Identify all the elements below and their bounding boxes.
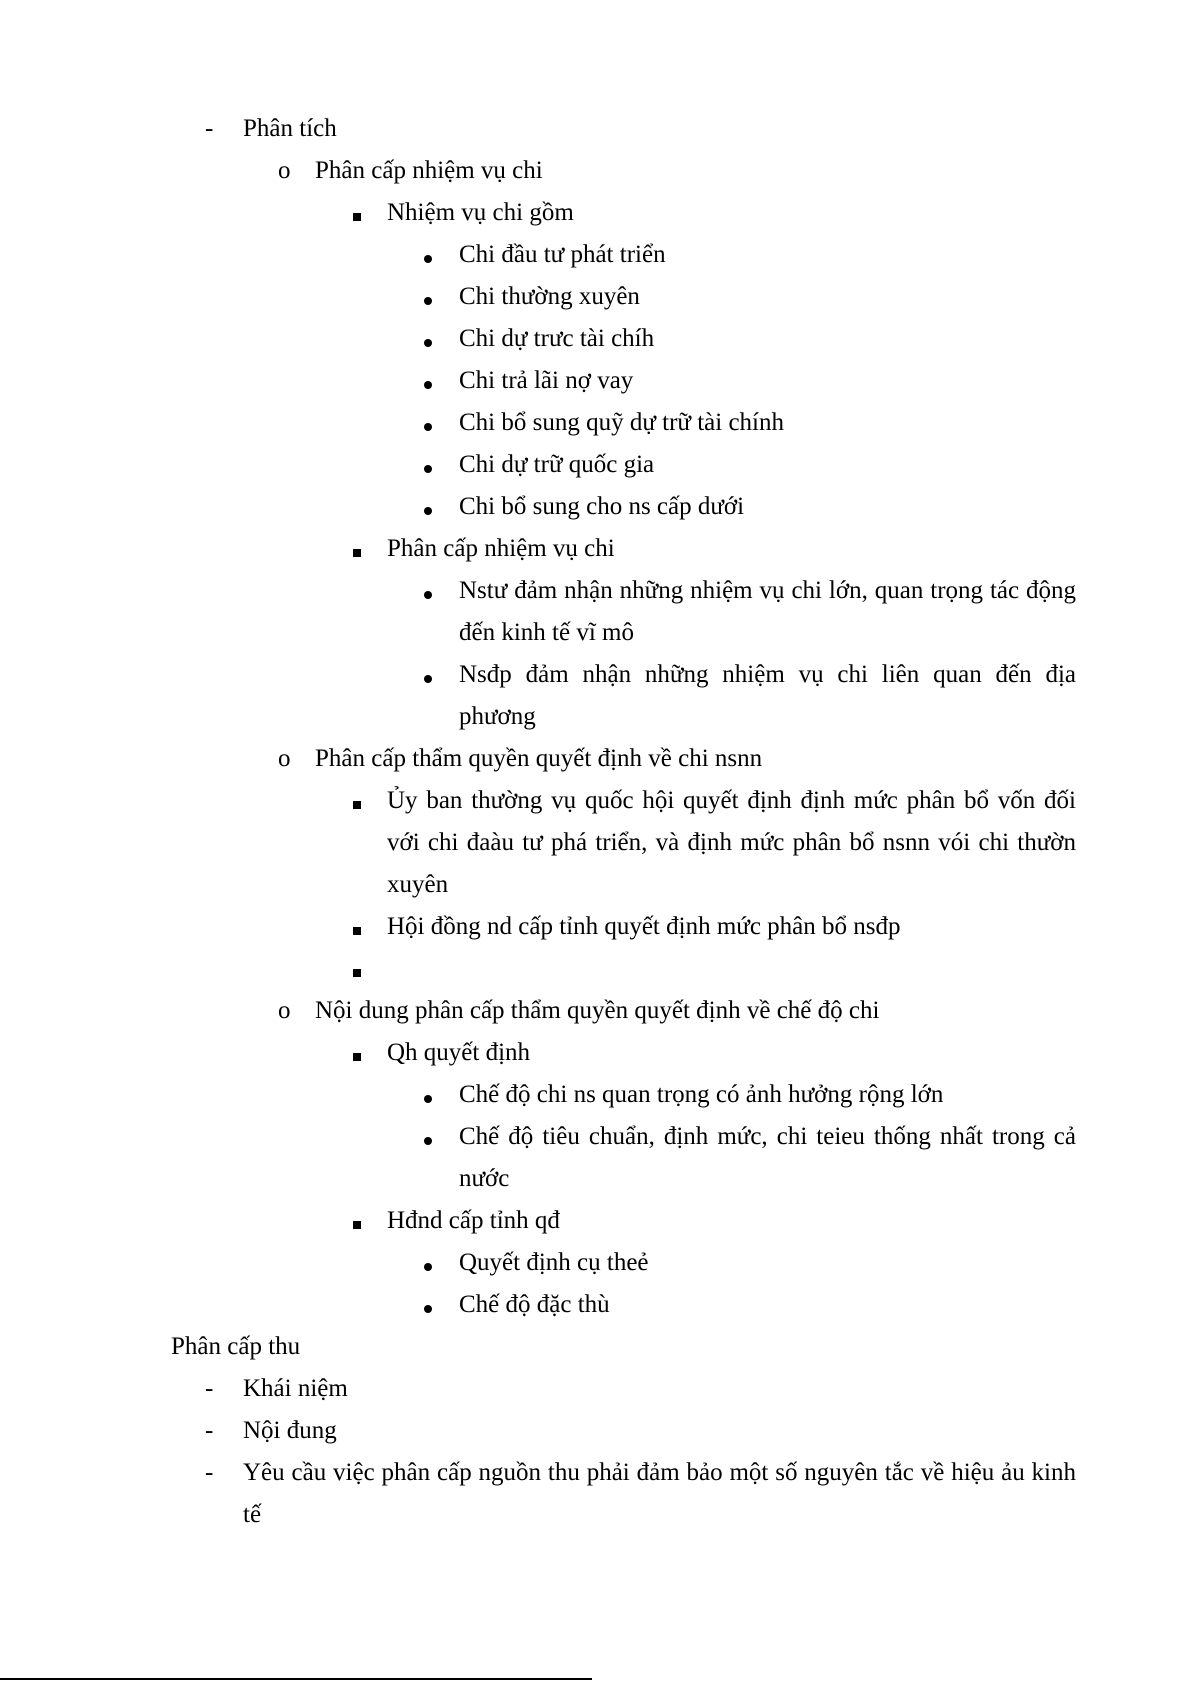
list-item: Phân cấp nhiệm vụ chi — [315, 157, 543, 184]
dash-marker: - — [205, 1459, 214, 1486]
dot-bullet-icon — [424, 675, 432, 683]
dot-bullet-icon — [424, 381, 432, 389]
footer-rule — [0, 1678, 592, 1680]
list-item: Hội đồng nd cấp tỉnh quyết định mức phân bổ nsđp — [387, 913, 901, 940]
square-bullet-icon — [353, 927, 361, 935]
list-item: Khái niệm — [243, 1375, 348, 1402]
dot-bullet-icon — [424, 1095, 432, 1103]
square-bullet-icon — [353, 549, 361, 557]
list-item: Nhiệm vụ chi gồm — [387, 199, 574, 226]
list-item: Phân cấp thẩm quyền quyết định về chi nsnn — [315, 745, 763, 772]
list-item: Chi đầu tư phát triển — [459, 241, 666, 268]
dot-bullet-icon — [424, 507, 432, 515]
list-item: Hđnd cấp tỉnh qđ — [387, 1207, 560, 1234]
list-item: Chi dự trữ quốc gia — [459, 451, 655, 478]
square-bullet-icon — [353, 1053, 361, 1061]
square-bullet-icon — [353, 213, 361, 221]
dot-bullet-icon — [424, 423, 432, 431]
dot-bullet-icon — [424, 297, 432, 305]
list-item: Phân tích — [243, 115, 337, 142]
dash-marker: - — [205, 1375, 214, 1402]
list-item: Qh quyết định — [387, 1039, 531, 1066]
list-item: Chi trả lãi nợ vay — [459, 367, 634, 394]
list-item: Chế độ chi ns quan trọng có ảnh hưởng rộng lớn — [459, 1081, 944, 1108]
dot-bullet-icon — [424, 255, 432, 263]
section-heading: Phân cấp thu — [171, 1333, 301, 1360]
list-item: Nsđp đảm nhận những nhiệm vụ chi liên quan đến địa phương — [459, 661, 1076, 730]
list-item: Phân cấp nhiệm vụ chi — [387, 535, 615, 562]
dot-bullet-icon — [424, 465, 432, 473]
dot-bullet-icon — [424, 1137, 432, 1145]
list-item: Quyết định cụ theẻ — [459, 1249, 649, 1276]
list-item: Chi dự trưc tài chíh — [459, 325, 655, 352]
list-item: Chi bổ sung cho ns cấp dưới — [459, 493, 745, 520]
list-item: Chế độ tiêu chuẩn, định mức, chi teieu thống nhất trong cả nước — [459, 1123, 1076, 1192]
circle-bullet-icon: o — [278, 997, 291, 1024]
list-item: Ủy ban thường vụ quốc hội quyết định định mức phân bổ vốn đối với chi đaàu tư phá triển, và định mức phân bổ nsnn vói chi thườn xuyên — [387, 787, 1076, 898]
dot-bullet-icon — [424, 591, 432, 599]
list-item: Yêu cầu việc phân cấp nguồn thu phải đảm bảo một số nguyên tắc về hiệu ảu kinh tế — [243, 1459, 1076, 1528]
circle-bullet-icon: o — [278, 745, 291, 772]
dot-bullet-icon — [424, 1305, 432, 1313]
list-item: Nội đung — [243, 1417, 337, 1444]
square-bullet-icon — [353, 1221, 361, 1229]
list-item: Chi thường xuyên — [459, 283, 640, 310]
list-item: Chế độ đặc thù — [459, 1291, 610, 1318]
dot-bullet-icon — [424, 339, 432, 347]
list-item: Chi bổ sung quỹ dự trữ tài chính — [459, 409, 784, 436]
dash-marker: - — [205, 1417, 214, 1444]
circle-bullet-icon: o — [278, 157, 291, 184]
list-item: Nstư đảm nhận những nhiệm vụ chi lớn, quan trọng tác động đến kinh tế vĩ mô — [459, 577, 1076, 646]
square-bullet-icon — [353, 969, 361, 977]
dash-marker: - — [205, 115, 214, 142]
list-item: Nội dung phân cấp thẩm quyền quyết định về chế độ chi — [315, 997, 880, 1024]
dot-bullet-icon — [424, 1263, 432, 1271]
square-bullet-icon — [353, 801, 361, 809]
